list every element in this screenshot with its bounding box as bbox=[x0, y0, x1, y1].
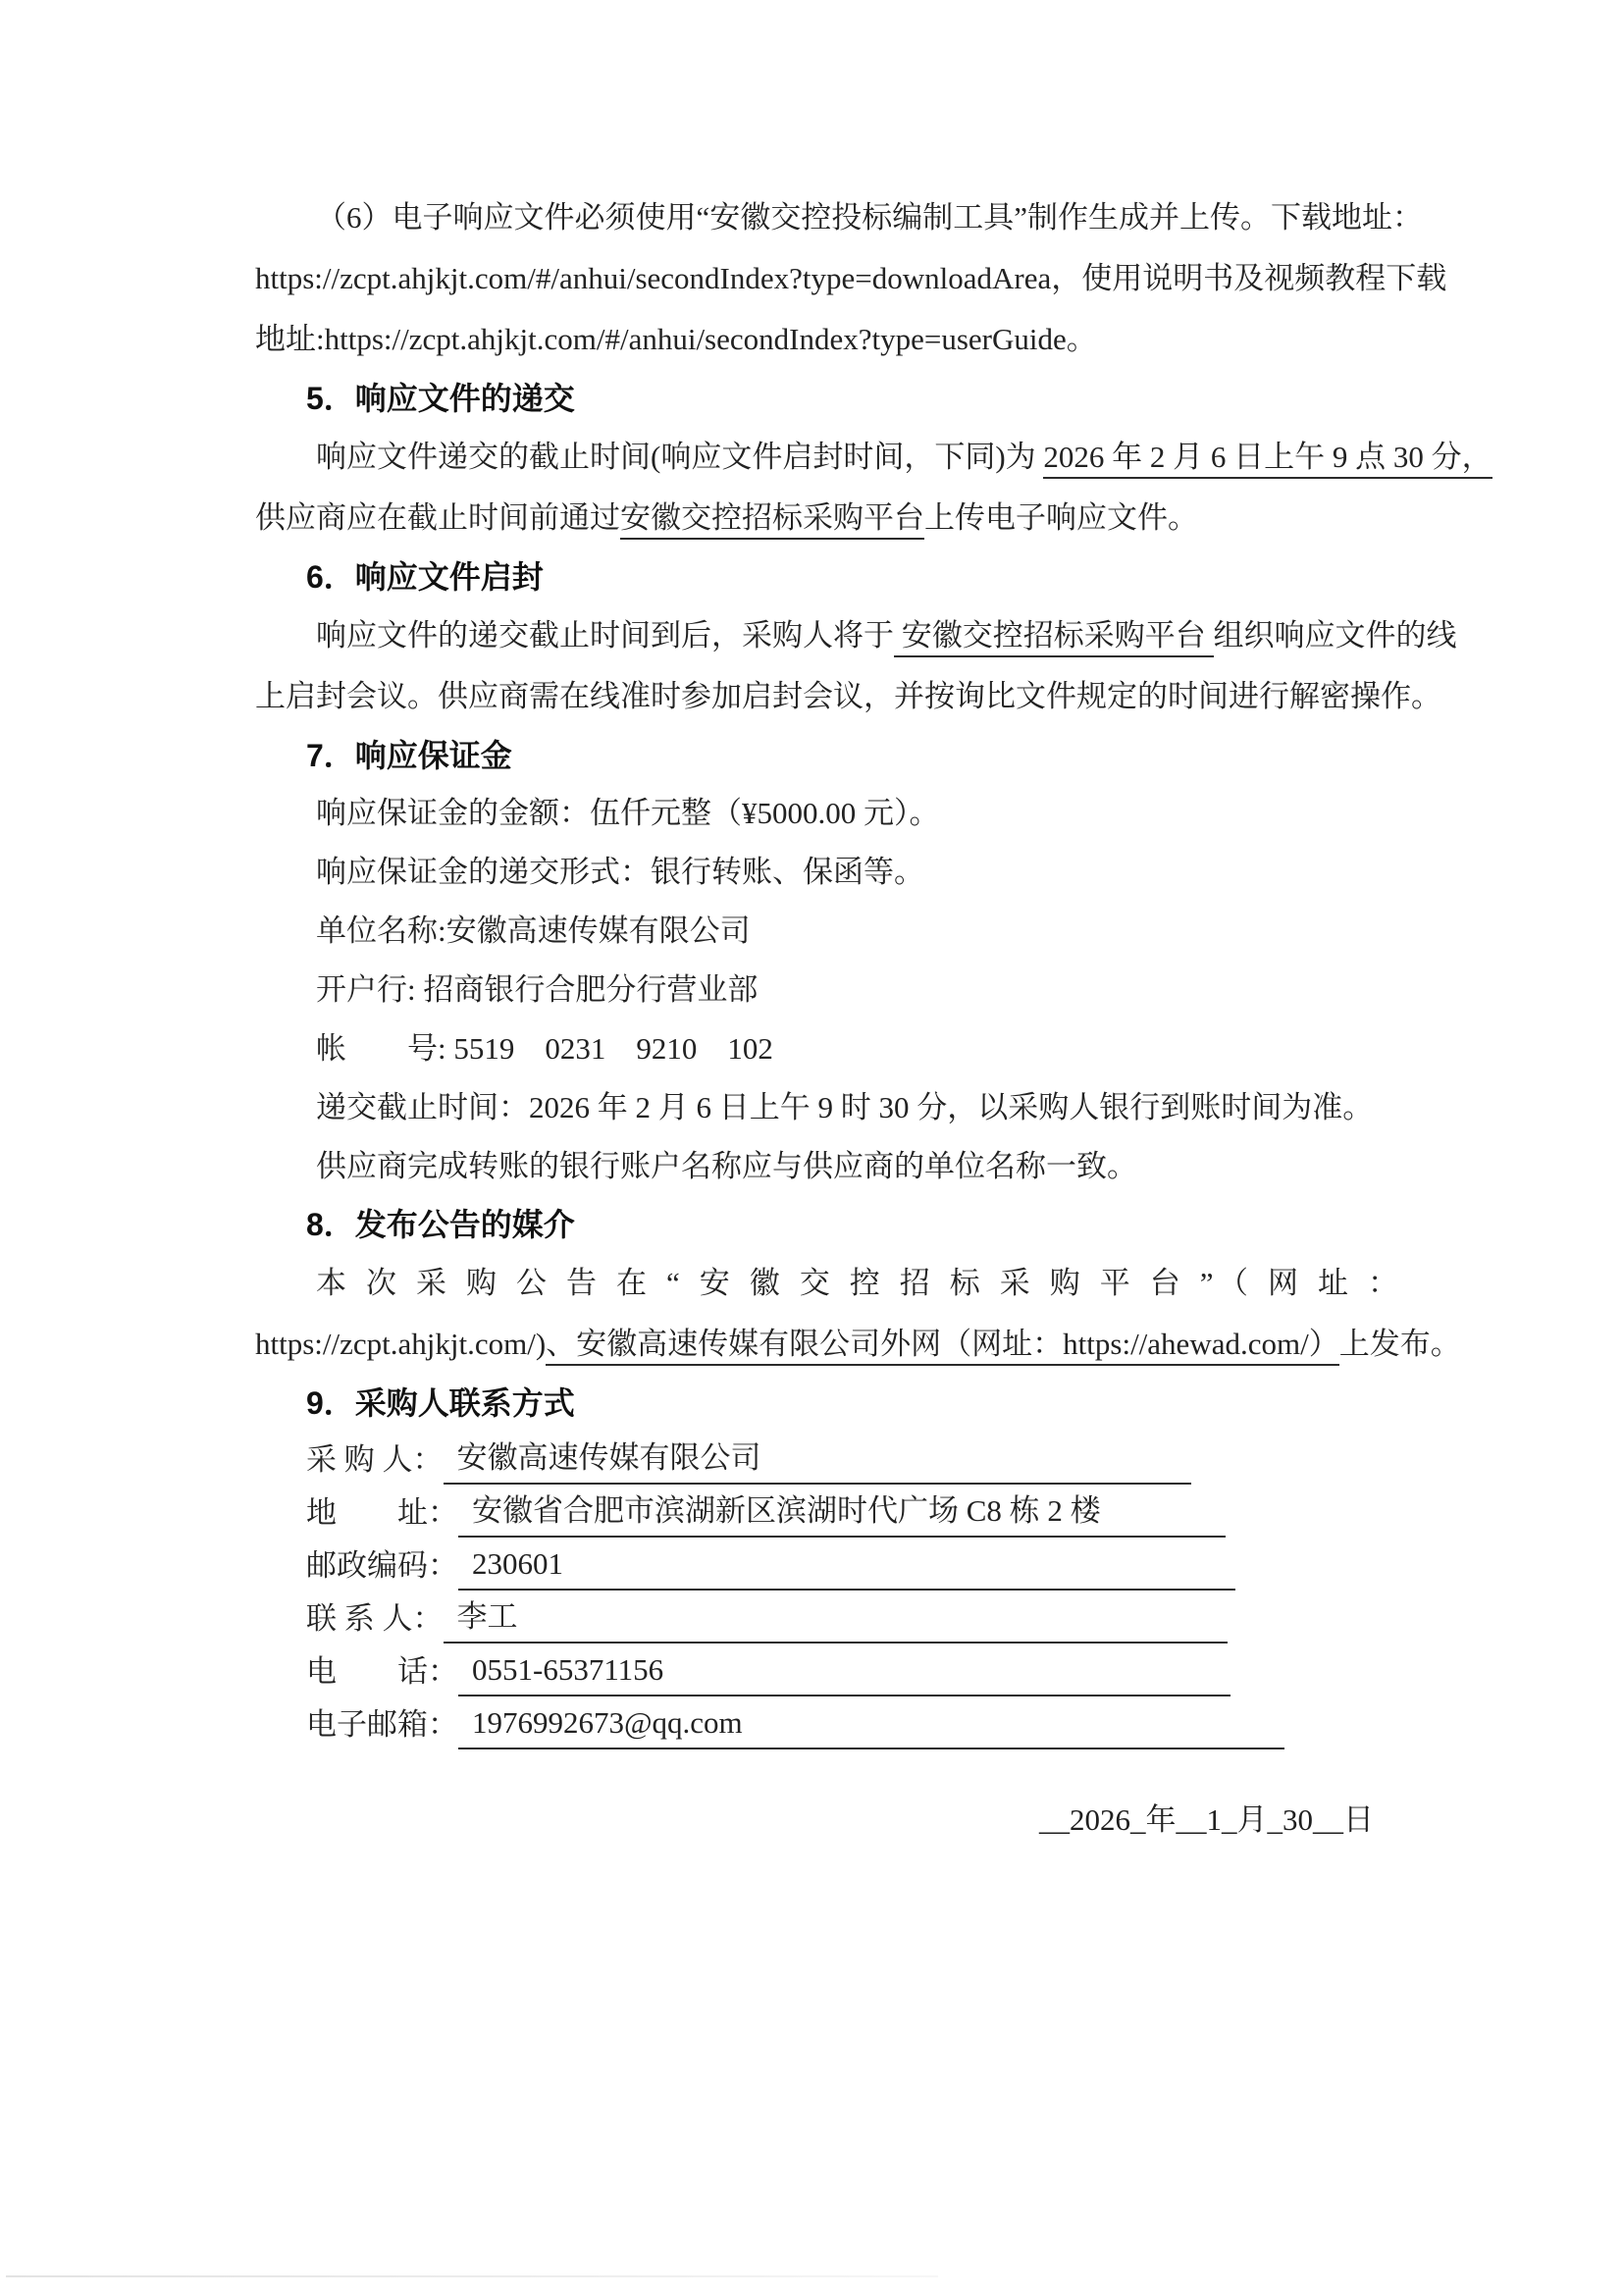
bank-branch-line: 开户行: 招商银行合肥分行营业部 bbox=[316, 972, 759, 1007]
section8-heading: 8．发布公告的媒介 bbox=[306, 1207, 575, 1242]
section6-line1 bbox=[255, 605, 1623, 666]
section8-line1: 本次采购公告在“安徽交控招标采购平台”（网址： bbox=[316, 1266, 1419, 1300]
contact-row-email bbox=[255, 1696, 1623, 1749]
section8-zcpt-url: https://zcpt.ahjkjt.com/) bbox=[255, 1327, 547, 1361]
section6-line1-tail: 组织响应文件的线 bbox=[1213, 618, 1457, 652]
buyer-label: 采 购 人： bbox=[306, 1442, 444, 1477]
document-content bbox=[0, 187, 1623, 1850]
section5-deadline-underlined: 2026 年 2 月 6 日上午 9 点 30 分， bbox=[1043, 440, 1492, 479]
section5-heading: 5．响应文件的递交 bbox=[306, 381, 575, 416]
note6-line2-url: https://zcpt.ahjkjt.com/#/anhui/secondIndex?type=downloadArea，使用说明书及视频教程下载 bbox=[255, 261, 1447, 295]
section5-line1-text: 响应文件递交的截止时间(响应文件启封时间，下同)为 bbox=[316, 440, 1044, 474]
note6-line3-url: 地址:https://zcpt.ahjkjt.com/#/anhui/secondIndex?type=userGuide。 bbox=[255, 322, 1097, 356]
phone-value: 0551-65371156 bbox=[458, 1645, 1230, 1696]
address-label: 地 址： bbox=[306, 1495, 458, 1530]
postcode-value: 230601 bbox=[458, 1539, 1235, 1591]
company-name-line: 单位名称:安徽高速传媒有限公司 bbox=[316, 913, 751, 948]
section5-line2-text: 供应商应在截止时间前通过 bbox=[255, 500, 620, 535]
buyer-value: 安徽高速传媒有限公司 bbox=[444, 1434, 1191, 1485]
section8-extranet-underlined: 、安徽高速传媒有限公司外网（网址：https://ahewad.com/） bbox=[546, 1327, 1339, 1366]
transfer-note-line: 供应商完成转账的银行账户名称应与供应商的单位名称一致。 bbox=[316, 1149, 1137, 1183]
email-label: 电子邮箱： bbox=[306, 1707, 458, 1742]
phone-label: 电 话： bbox=[306, 1654, 458, 1689]
deposit-deadline-line: 递交截止时间：2026 年 2 月 6 日上午 9 时 30 分，以采购人银行到账时间为准。 bbox=[316, 1090, 1374, 1124]
section6-line2: 上启封会议。供应商需在线准时参加启封会议，并按询比文件规定的时间进行解密操作。 bbox=[255, 679, 1441, 713]
section6-platform-underlined: 安徽交控招标采购平台 bbox=[894, 618, 1214, 657]
person-label: 联 系 人： bbox=[306, 1601, 444, 1636]
section7-heading: 7．响应保证金 bbox=[306, 738, 512, 773]
account-number-line: 帐 号: 5519 0231 9210 102 bbox=[316, 1031, 773, 1066]
address-value: 安徽省合肥市滨湖新区滨湖时代广场 C8 栋 2 楼 bbox=[458, 1487, 1226, 1538]
section5-line1 bbox=[255, 427, 1623, 488]
contact-row-person bbox=[255, 1591, 1623, 1644]
section8-line2 bbox=[255, 1314, 1623, 1375]
email-value: 1976992673@qq.com bbox=[458, 1698, 1284, 1749]
section9-heading: 9．采购人联系方式 bbox=[306, 1385, 575, 1421]
contact-row-phone bbox=[255, 1644, 1623, 1696]
contact-row-postcode bbox=[255, 1538, 1623, 1591]
section5-platform-underlined: 安徽交控招标采购平台 bbox=[620, 500, 924, 540]
contact-row-address bbox=[255, 1485, 1623, 1538]
section6-heading: 6．响应文件启封 bbox=[306, 559, 544, 595]
deposit-amount-line: 响应保证金的金额：伍仟元整（¥5000.00 元）。 bbox=[316, 796, 940, 830]
section5-line2 bbox=[255, 488, 1623, 548]
section8-line2-tail: 上发布。 bbox=[1338, 1327, 1461, 1361]
section6-line1-text: 响应文件的递交截止时间到后，采购人将于 bbox=[316, 618, 894, 652]
deposit-form-line: 响应保证金的递交形式：银行转账、保函等。 bbox=[316, 855, 924, 889]
note6-line1: （6）电子响应文件必须使用“安徽交控投标编制工具”制作生成并上传。下载地址： bbox=[316, 200, 1424, 235]
section5-line2-tail: 上传电子响应文件。 bbox=[924, 500, 1198, 535]
person-value: 李工 bbox=[444, 1592, 1228, 1644]
date-line: __2026_年__1_月_30__日 bbox=[1039, 1802, 1374, 1837]
postcode-label: 邮政编码： bbox=[306, 1548, 458, 1583]
contact-row-buyer bbox=[255, 1432, 1623, 1485]
scan-artifact-line bbox=[6, 2275, 938, 2277]
